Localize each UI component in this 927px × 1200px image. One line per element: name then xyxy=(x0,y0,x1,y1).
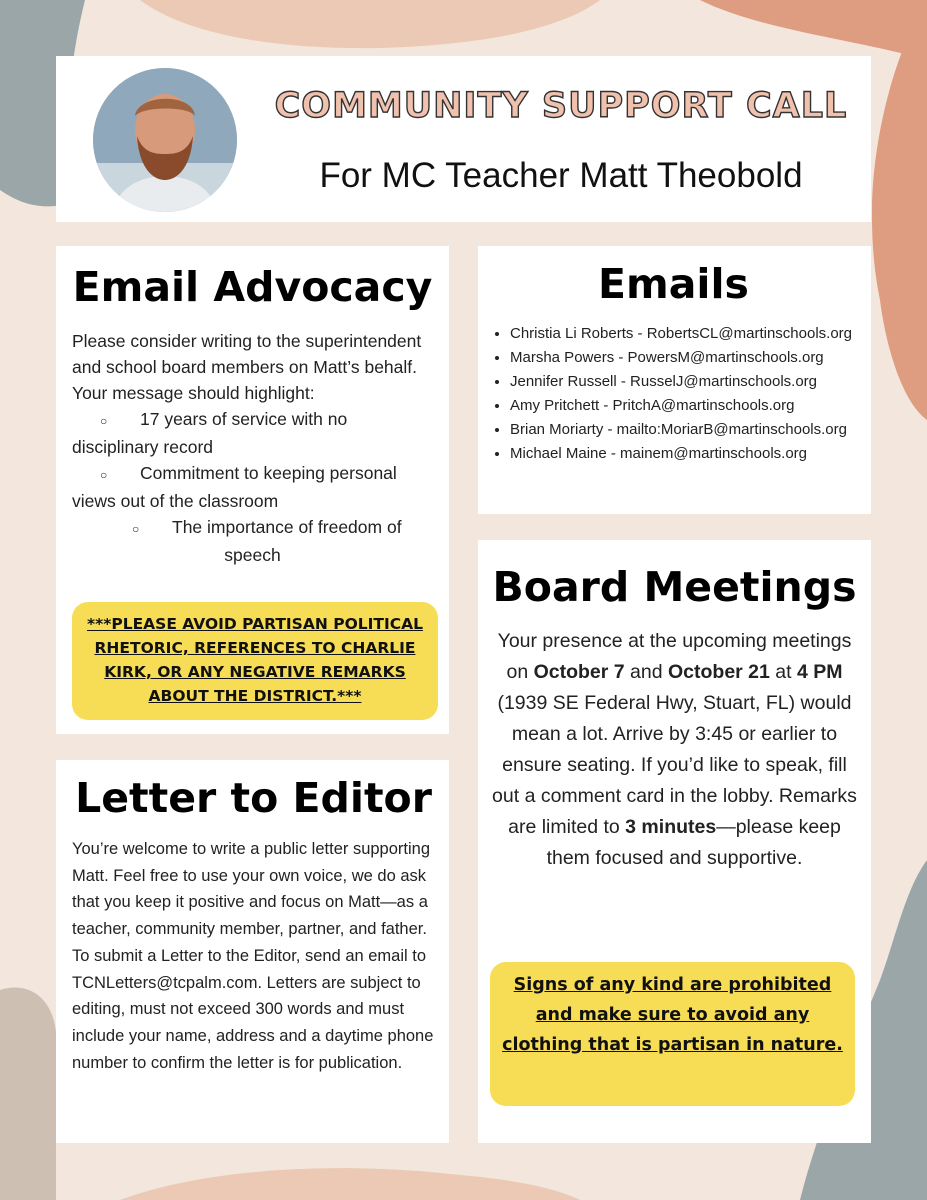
peach-blob-top xyxy=(140,0,600,48)
sand-blob-bottom-left xyxy=(0,988,56,1200)
email-list-item[interactable]: • Christia Li Roberts - RobertsCL@martinschools.org xyxy=(510,322,859,346)
page-subtitle: For MC Teacher Matt Theobold xyxy=(319,156,803,195)
speaking-limit: 3 minutes xyxy=(625,816,717,838)
signs-prohibited-box: Signs of any kind are prohibited and make sure to avoid any clothing that is partisan in nature. xyxy=(490,962,855,1106)
email-advocacy-card xyxy=(56,246,449,734)
teacher-photo xyxy=(93,68,237,212)
peach-blob-bottom xyxy=(120,1168,580,1200)
board-meetings-card xyxy=(478,540,871,1143)
meeting-time: 4 PM xyxy=(796,661,843,683)
salmon-blob-right xyxy=(872,0,927,420)
partisan-warning-box: ***PLEASE AVOID PARTISAN POLITICAL RHETORIC, REFERENCES TO CHARLIE KIRK, OR ANY NEGATIVE REMARKS ABOUT THE DISTRICT.*** xyxy=(72,602,438,720)
board-meetings-text: Your presence at the upcoming meetings on October 7 and October 21 at 4 PM (1939 SE Federal Hwy, Stuart, FL) would mean a lot. Arrive by 3:45 or earlier to ensure seating. If you’d like to speak, fill out a comment card in the lobby. Remarks are limited to 3 minutes—please keep them focused and supportive. xyxy=(492,630,857,869)
board-email-list xyxy=(488,322,859,466)
letter-to-editor-title: Letter to Editor xyxy=(75,774,432,822)
email-list-item[interactable]: • Brian Moriarty - mailto:MoriarB@martinschools.org xyxy=(510,418,859,442)
email-advocacy-title: Email Advocacy xyxy=(72,263,433,311)
email-list-item[interactable]: • Amy Pritchett - PritchA@martinschools.org xyxy=(510,394,859,418)
meeting-date-1: October 7 xyxy=(533,661,625,683)
email-list-item[interactable]: • Michael Maine - mainem@martinschools.org xyxy=(510,442,859,466)
emails-card xyxy=(478,246,871,514)
letter-to-editor-card xyxy=(56,760,449,1143)
emails-title: Emails xyxy=(598,260,749,308)
highlight-item: ○ Commitment to keeping personal views out of the classroom xyxy=(72,463,397,511)
highlight-list xyxy=(72,406,433,568)
email-list-item[interactable]: • Jennifer Russell - RusselJ@martinschools.org xyxy=(510,370,859,394)
header-card xyxy=(56,56,871,222)
board-meetings-title: Board Meetings xyxy=(492,563,857,611)
salmon-blob-top-right xyxy=(700,0,927,60)
circle-bullet-icon: ○ xyxy=(100,468,108,482)
meeting-date-2: October 21 xyxy=(668,661,770,683)
circle-bullet-icon: ○ xyxy=(100,414,108,428)
highlight-item: ○ The importance of freedom of speech xyxy=(132,517,402,565)
circle-bullet-icon: ○ xyxy=(132,522,140,536)
email-list-item[interactable]: • Marsha Powers - PowersM@martinschools.org xyxy=(510,346,859,370)
page-title: COMMUNITY SUPPORT CALL xyxy=(274,86,848,126)
letter-to-editor-text: You’re welcome to write a public letter supporting Matt. Feel free to use your own voice, we do ask that you keep it positive and focus on Matt—as a teacher, community member, partner, and father. To submit a Letter to the Editor, send an email to TCNLetters@tcpalm.com. Letters are subject to editing, must not exceed 300 words and must include your name, address and a daytime phone number to confirm the letter is for publication. xyxy=(72,840,434,1072)
email-advocacy-intro: Please consider writing to the superintendent and school board members on Matt’s behalf. Your message should highlight: xyxy=(72,331,422,403)
highlight-item: ○ 17 years of service with no disciplinary record xyxy=(72,409,348,457)
